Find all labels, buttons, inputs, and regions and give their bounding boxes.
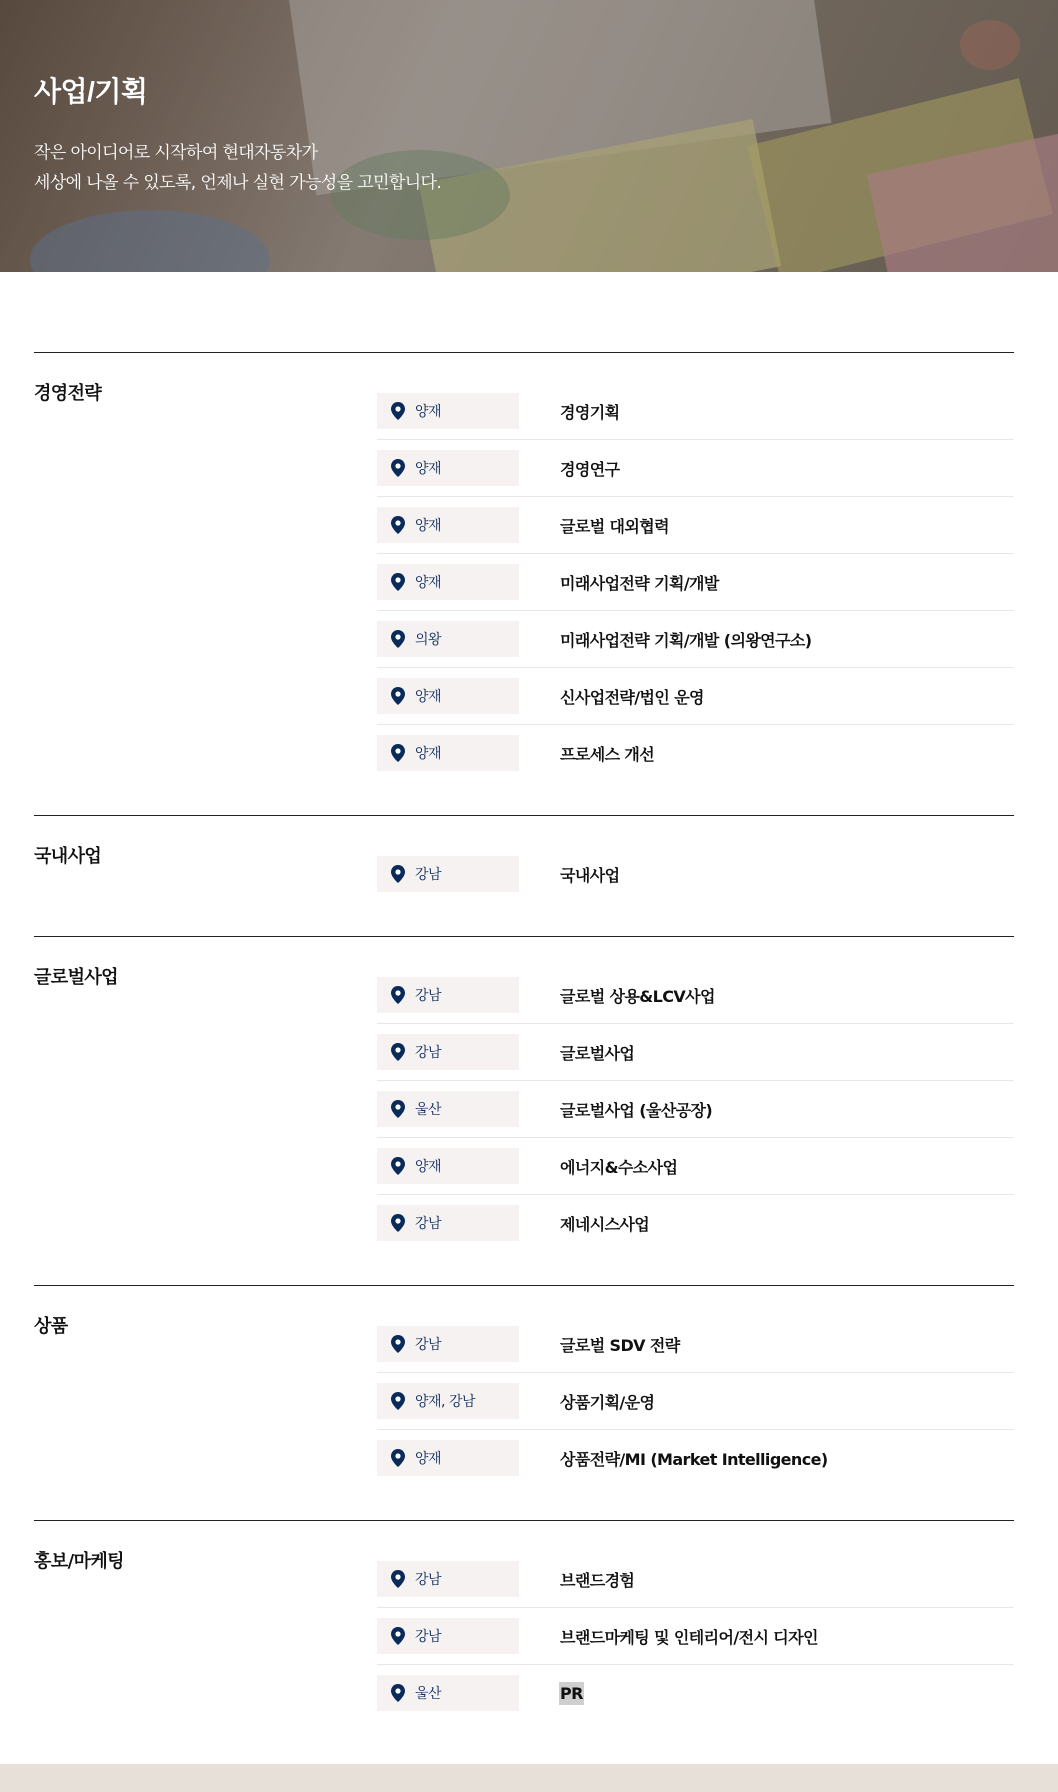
page-description-line: 세상에 나올 수 있도록, 언제나 실현 가능성을 고민합니다. bbox=[34, 173, 442, 193]
map-pin-icon bbox=[391, 744, 405, 762]
job-title-link[interactable]: 프로세스 개선 bbox=[560, 744, 655, 764]
category-section bbox=[34, 1520, 1014, 1755]
category-section bbox=[34, 936, 1014, 1285]
page-title: 사업/기획 bbox=[34, 76, 148, 107]
job-title-link[interactable]: 미래사업전략 기획/개발 (의왕연구소) bbox=[560, 630, 812, 650]
location-badge bbox=[377, 1148, 519, 1184]
job-title-link[interactable]: 상품기획/운영 bbox=[560, 1392, 655, 1412]
job-row[interactable] bbox=[377, 1195, 1014, 1251]
job-row[interactable] bbox=[377, 668, 1014, 725]
location-label: 강남 bbox=[415, 1045, 442, 1061]
location-badge bbox=[377, 977, 519, 1013]
job-row[interactable] bbox=[377, 383, 1014, 440]
category-title: 경영전략 bbox=[34, 383, 102, 404]
job-title-link[interactable]: 경영연구 bbox=[560, 459, 620, 479]
job-title-link[interactable]: 미래사업전략 기획/개발 bbox=[560, 573, 719, 593]
location-badge bbox=[377, 678, 519, 714]
job-title-link[interactable]: 브랜드경험 bbox=[560, 1570, 635, 1590]
job-list bbox=[377, 383, 1014, 781]
location-badge bbox=[377, 564, 519, 600]
map-pin-icon bbox=[391, 687, 405, 705]
job-title-link[interactable]: 제네시스사업 bbox=[560, 1214, 650, 1234]
location-badge bbox=[377, 1618, 519, 1654]
location-label: 강남 bbox=[415, 1216, 442, 1232]
job-row[interactable] bbox=[377, 1430, 1014, 1486]
location-label: 울산 bbox=[415, 1686, 442, 1702]
location-badge bbox=[377, 393, 519, 429]
location-label: 강남 bbox=[415, 867, 442, 883]
location-label: 강남 bbox=[415, 1572, 442, 1588]
job-row[interactable] bbox=[377, 967, 1014, 1024]
map-pin-icon bbox=[391, 1570, 405, 1588]
hero-banner bbox=[0, 0, 1058, 272]
location-label: 양재 bbox=[415, 1451, 442, 1467]
job-title-link[interactable]: 상품전략/MI (Market Intelligence) bbox=[560, 1449, 828, 1469]
page-description bbox=[34, 138, 441, 198]
location-label: 양재 bbox=[415, 746, 442, 762]
map-pin-icon bbox=[391, 630, 405, 648]
job-row[interactable] bbox=[377, 611, 1014, 668]
job-row[interactable] bbox=[377, 1081, 1014, 1138]
job-title-link[interactable]: 에너지&수소사업 bbox=[560, 1157, 678, 1177]
hero-overlay bbox=[0, 0, 1058, 272]
location-badge bbox=[377, 856, 519, 892]
job-row[interactable] bbox=[377, 1138, 1014, 1195]
category-section bbox=[34, 352, 1014, 815]
location-label: 강남 bbox=[415, 988, 442, 1004]
job-title-link[interactable]: 글로벌 대외협력 bbox=[560, 516, 669, 536]
map-pin-icon bbox=[391, 459, 405, 477]
category-title: 국내사업 bbox=[34, 846, 102, 867]
job-title-link[interactable]: 브랜드마케팅 및 인테리어/전시 디자인 bbox=[560, 1627, 818, 1647]
category-title: 홍보/마케팅 bbox=[34, 1551, 124, 1572]
job-title-link[interactable]: 글로벌사업 bbox=[560, 1043, 635, 1063]
map-pin-icon bbox=[391, 402, 405, 420]
location-badge bbox=[377, 1034, 519, 1070]
location-label: 강남 bbox=[415, 1629, 442, 1645]
job-row[interactable] bbox=[377, 440, 1014, 497]
job-title-link[interactable]: 국내사업 bbox=[560, 865, 620, 885]
map-pin-icon bbox=[391, 1157, 405, 1175]
job-row[interactable] bbox=[377, 1665, 1014, 1721]
location-label: 양재 bbox=[415, 518, 442, 534]
category-title: 상품 bbox=[34, 1316, 68, 1337]
map-pin-icon bbox=[391, 1627, 405, 1645]
footer-band bbox=[0, 1764, 1058, 1792]
map-pin-icon bbox=[391, 1684, 405, 1702]
job-title-link[interactable]: 글로벌사업 (울산공장) bbox=[560, 1100, 713, 1120]
location-badge bbox=[377, 1205, 519, 1241]
job-title-link[interactable]: 글로벌 SDV 전략 bbox=[560, 1335, 680, 1355]
location-label: 울산 bbox=[415, 1102, 442, 1118]
map-pin-icon bbox=[391, 516, 405, 534]
location-badge bbox=[377, 621, 519, 657]
category-section bbox=[34, 815, 1014, 936]
location-label: 양재 bbox=[415, 1159, 442, 1175]
job-row[interactable] bbox=[377, 1373, 1014, 1430]
location-label: 의왕 bbox=[415, 632, 442, 648]
job-title-link[interactable]: 경영기획 bbox=[560, 402, 620, 422]
location-badge bbox=[377, 450, 519, 486]
job-title-link[interactable]: 글로벌 상용&LCV사업 bbox=[560, 986, 715, 1006]
location-label: 강남 bbox=[415, 1337, 442, 1353]
location-badge bbox=[377, 1675, 519, 1711]
page-description-line: 작은 아이디어로 시작하여 현대자동차가 bbox=[34, 143, 318, 163]
job-row[interactable] bbox=[377, 725, 1014, 781]
location-label: 양재 bbox=[415, 575, 442, 591]
location-badge bbox=[377, 1091, 519, 1127]
job-title-link[interactable]: PR bbox=[560, 1683, 583, 1703]
map-pin-icon bbox=[391, 1335, 405, 1353]
job-title-link[interactable]: 신사업전략/법인 운영 bbox=[560, 687, 704, 707]
map-pin-icon bbox=[391, 1392, 405, 1410]
location-badge bbox=[377, 1440, 519, 1476]
location-badge bbox=[377, 1326, 519, 1362]
map-pin-icon bbox=[391, 1100, 405, 1118]
category-title: 글로벌사업 bbox=[34, 967, 118, 988]
job-row[interactable] bbox=[377, 846, 1014, 902]
category-section bbox=[34, 1285, 1014, 1520]
map-pin-icon bbox=[391, 865, 405, 883]
job-row[interactable] bbox=[377, 554, 1014, 611]
job-row[interactable] bbox=[377, 497, 1014, 554]
location-badge bbox=[377, 507, 519, 543]
job-listing bbox=[34, 352, 1014, 1755]
map-pin-icon bbox=[391, 573, 405, 591]
location-label: 양재 bbox=[415, 689, 442, 705]
location-label: 양재 bbox=[415, 461, 442, 477]
job-row[interactable] bbox=[377, 1551, 1014, 1608]
job-list bbox=[377, 1316, 1014, 1486]
job-row[interactable] bbox=[377, 1608, 1014, 1665]
location-label: 양재 bbox=[415, 404, 442, 420]
job-list bbox=[377, 967, 1014, 1251]
map-pin-icon bbox=[391, 1214, 405, 1232]
map-pin-icon bbox=[391, 986, 405, 1004]
job-row[interactable] bbox=[377, 1316, 1014, 1373]
location-badge bbox=[377, 1561, 519, 1597]
location-badge bbox=[377, 1383, 519, 1419]
map-pin-icon bbox=[391, 1043, 405, 1061]
job-row[interactable] bbox=[377, 1024, 1014, 1081]
location-badge bbox=[377, 735, 519, 771]
job-list bbox=[377, 1551, 1014, 1721]
job-list bbox=[377, 846, 1014, 902]
location-label: 양재, 강남 bbox=[415, 1394, 475, 1410]
map-pin-icon bbox=[391, 1449, 405, 1467]
